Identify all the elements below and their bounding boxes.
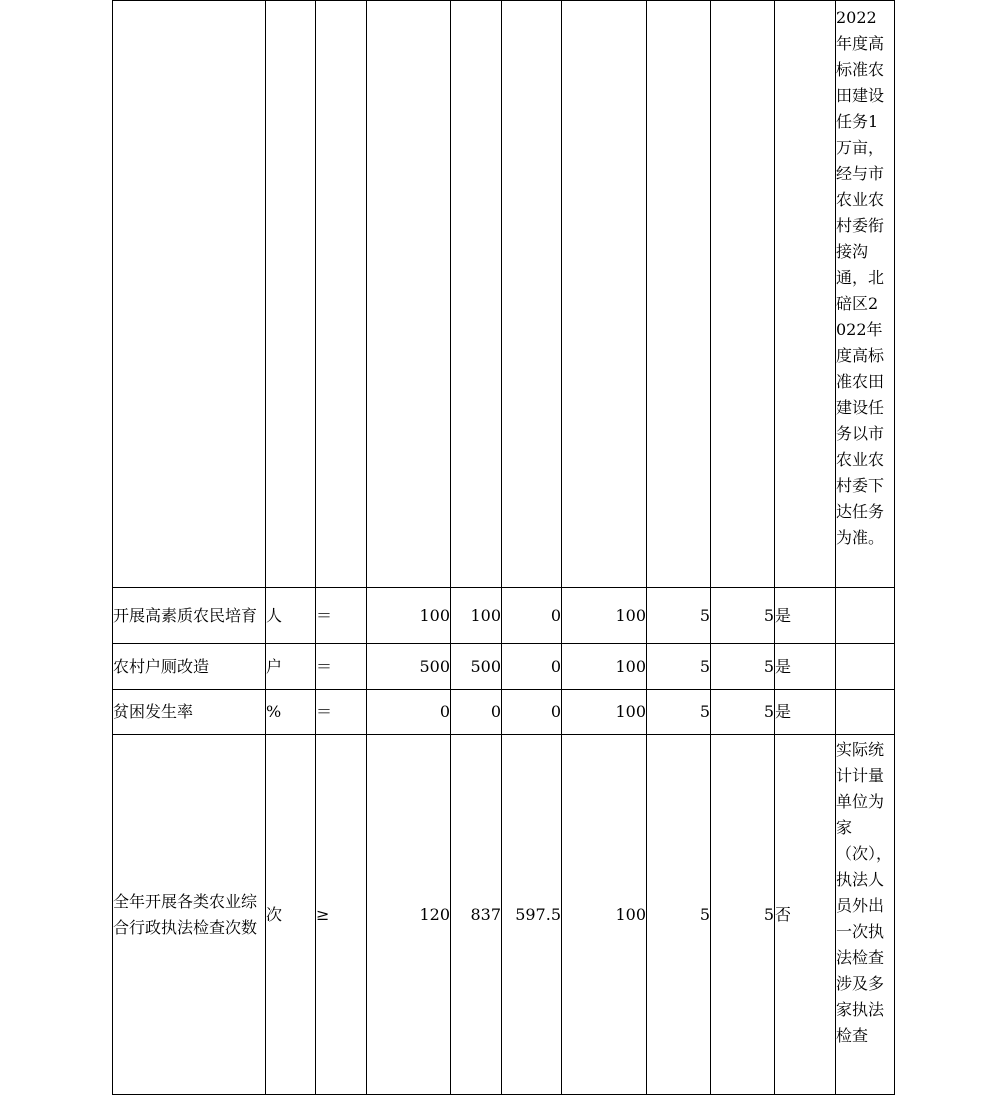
performance-table (112, 0, 895, 1095)
remark-cell (836, 644, 895, 690)
achieved-cell: 是 (775, 644, 836, 690)
score-cell: 5 (711, 735, 775, 1095)
remark-cell (836, 690, 895, 735)
achieved-cell: 否 (775, 735, 836, 1095)
remark-text: 实际统计计量单位为家（次），执法人员外出一次执法检查涉及多家执法检查 (836, 740, 893, 1045)
indicator-cell: 开展高素质农民培育 (113, 588, 266, 644)
indicator-cell: 农村户厕改造 (113, 644, 266, 690)
target-cell (367, 1, 451, 588)
full-score-cell: 5 (647, 644, 711, 690)
indicator-cell (113, 1, 266, 588)
full-score-cell: 5 (647, 735, 711, 1095)
actual-cell: 100 (451, 588, 502, 644)
achieved-cell: 是 (775, 588, 836, 644)
full-score-cell: 5 (647, 690, 711, 735)
score-cell: 5 (711, 644, 775, 690)
operator-cell: ＝ (316, 588, 367, 644)
full-score-cell (647, 1, 711, 588)
table-row (113, 735, 895, 1095)
score-cell: 5 (711, 690, 775, 735)
actual-cell (451, 1, 502, 588)
table-row (113, 690, 895, 735)
achieved-cell: 是 (775, 690, 836, 735)
weight-cell (562, 1, 647, 588)
operator-cell: ≥ (316, 735, 367, 1095)
indicator-cell: 全年开展各类农业综合行政执法检查次数 (113, 735, 266, 1095)
indicator-cell: 贫困发生率 (113, 690, 266, 735)
unit-cell: 人 (266, 588, 316, 644)
operator-cell: ＝ (316, 644, 367, 690)
actual-cell: 837 (451, 735, 502, 1095)
completion-cell: 0 (502, 588, 562, 644)
table-row (113, 588, 895, 644)
score-cell (711, 1, 775, 588)
table-row (113, 1, 895, 588)
operator-cell: ＝ (316, 690, 367, 735)
target-cell: 0 (367, 690, 451, 735)
unit-cell (266, 1, 316, 588)
achieved-cell (775, 1, 836, 588)
remark-cell (836, 1, 895, 588)
unit-cell: 户 (266, 644, 316, 690)
weight-cell: 100 (562, 735, 647, 1095)
completion-cell (502, 1, 562, 588)
operator-cell (316, 1, 367, 588)
remark-text: 2022年度高标准农田建设任务1万亩，经与市农业农村委衔接沟通，北碚区2022年度高标准农田建设任务以市农业农村委下达任务为准。 (836, 8, 885, 547)
score-cell: 5 (711, 588, 775, 644)
remark-cell (836, 735, 895, 1095)
table-row (113, 644, 895, 690)
target-cell: 500 (367, 644, 451, 690)
unit-cell: 次 (266, 735, 316, 1095)
weight-cell: 100 (562, 588, 647, 644)
weight-cell: 100 (562, 644, 647, 690)
target-cell: 100 (367, 588, 451, 644)
full-score-cell: 5 (647, 588, 711, 644)
target-cell: 120 (367, 735, 451, 1095)
unit-cell: % (266, 690, 316, 735)
completion-cell: 0 (502, 644, 562, 690)
completion-cell: 0 (502, 690, 562, 735)
completion-cell: 597.5 (502, 735, 562, 1095)
actual-cell: 0 (451, 690, 502, 735)
weight-cell: 100 (562, 690, 647, 735)
actual-cell: 500 (451, 644, 502, 690)
remark-cell (836, 588, 895, 644)
